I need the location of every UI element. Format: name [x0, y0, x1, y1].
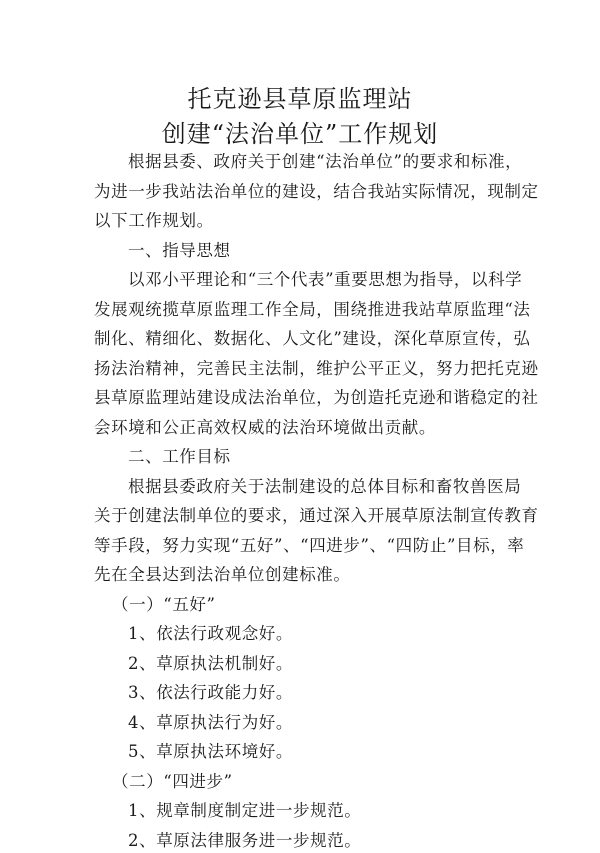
list-item: 2、草原执法机制好。: [128, 654, 293, 673]
list-item: 3、依法行政能力好。: [128, 683, 293, 702]
paragraph-line: 制化、精细化、数据化、人文化”建设，深化草原宣传，弘: [94, 329, 531, 348]
paragraph-line: 会环境和公正高效权威的法治环境做出贡献。: [94, 418, 436, 437]
section-heading: 二、工作目标: [128, 447, 231, 466]
paragraph-line: 根据县委政府关于法制建设的总体目标和畜牧兽医局: [128, 477, 522, 496]
document-subtitle: 创建“法治单位”工作规划: [161, 120, 439, 148]
list-item: 4、草原执法行为好。: [128, 713, 293, 732]
list-item: 1、规章制度制定进一步规范。: [128, 801, 362, 820]
paragraph-line: 关于创建法制单位的要求，通过深入开展草原法制宣传教育: [94, 506, 539, 525]
list-item: 1、依法行政观念好。: [128, 624, 293, 643]
subsection-heading: （二）“四进步”: [112, 772, 233, 791]
paragraph-line: 为进一步我站法治单位的建设，结合我站实际情况，现制定: [94, 182, 539, 201]
section-heading: 一、指导思想: [128, 241, 231, 260]
subsection-heading: （一）“五好”: [112, 595, 216, 614]
paragraph-line: 根据县委、政府关于创建“法治单位”的要求和标准，: [128, 152, 523, 171]
paragraph-line: 等手段，努力实现“五好”、“四进步”、“四防止”目标，率: [94, 536, 525, 555]
paragraph-line: 发展观统揽草原监理工作全局，围绕推进我站草原监理“法: [94, 300, 531, 319]
document-title: 托克逊县草原监理站: [187, 85, 413, 113]
paragraph-line: 以下工作规划。: [94, 211, 214, 230]
document-body: [94, 150, 539, 853]
list-item: 5、草原执法环境好。: [128, 742, 293, 761]
list-item: 2、草原法律服务进一步规范。: [128, 831, 362, 850]
paragraph-line: 扬法治精神，完善民主法制，维护公平正义，努力把托克逊: [94, 359, 539, 378]
paragraph-line: 先在全县达到法治单位创建标准。: [94, 565, 351, 584]
paragraph-line: 以邓小平理论和“三个代表”重要思想为指导，以科学: [128, 270, 523, 289]
paragraph-line: 县草原监理站建设成法治单位，为创造托克逊和谐稳定的社: [94, 388, 539, 407]
